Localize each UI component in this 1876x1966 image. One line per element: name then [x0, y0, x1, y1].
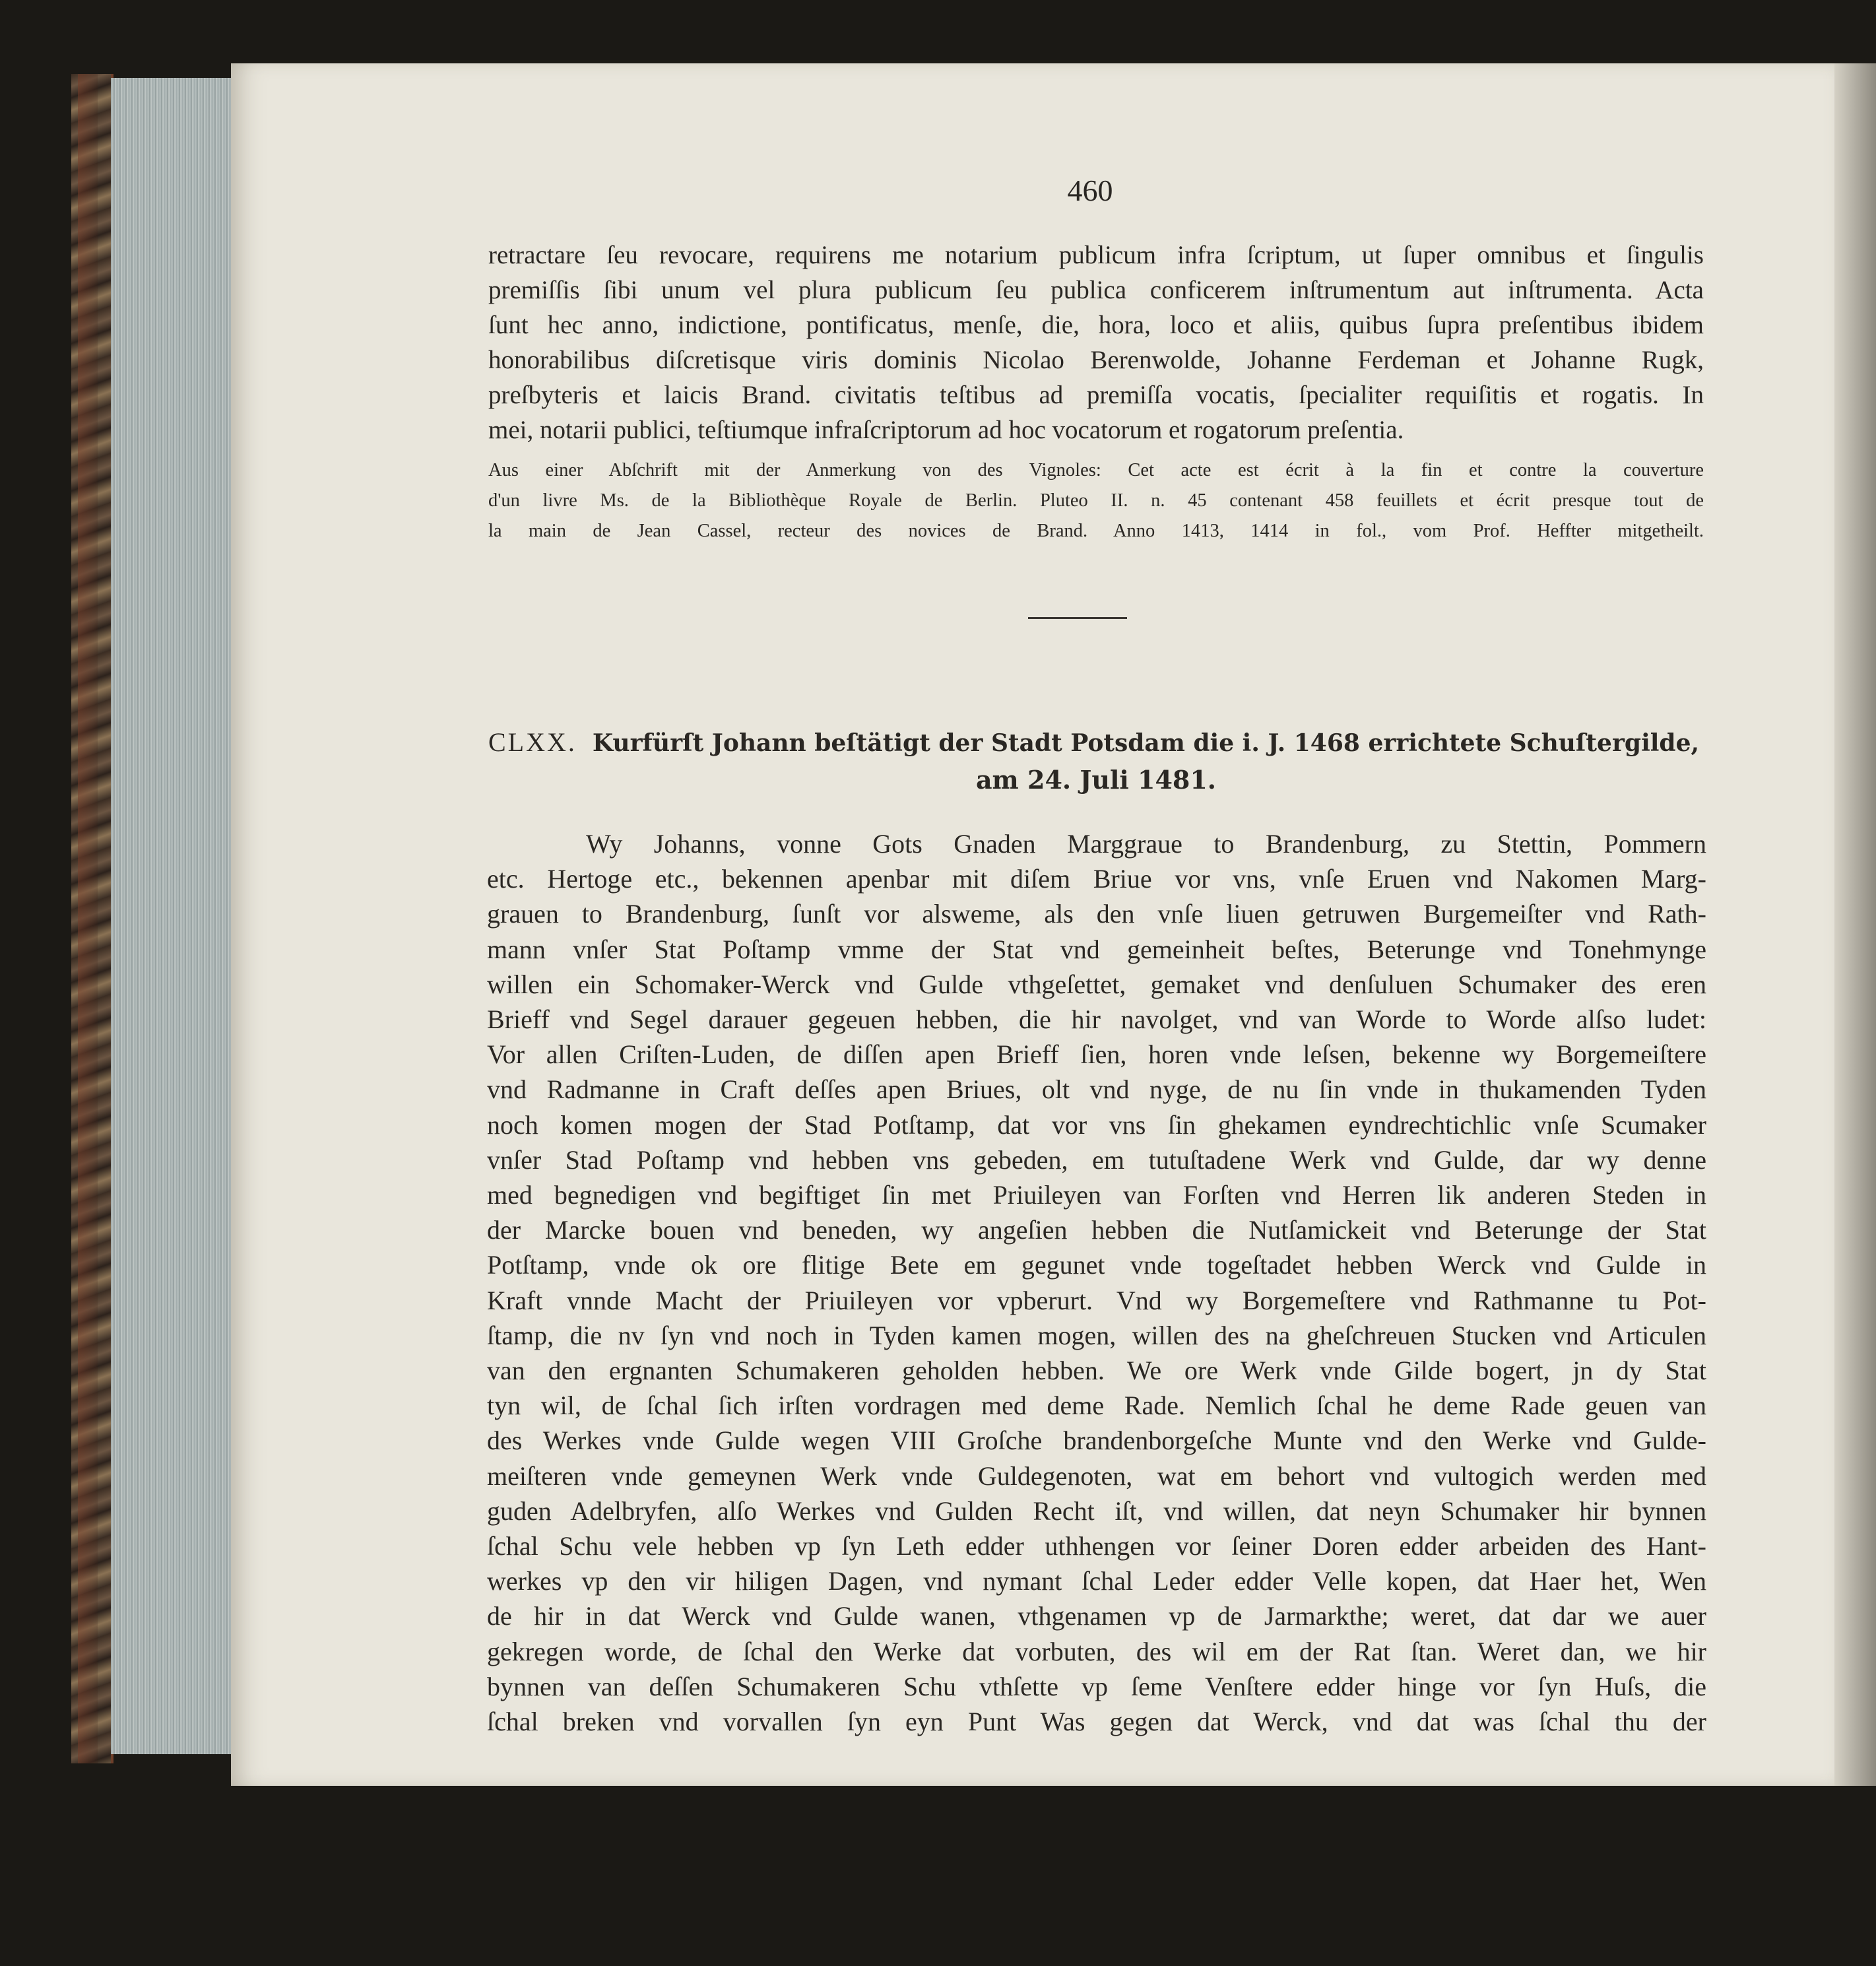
- intro-line: preſbyteris et laicis Brand. civitatis teſtibus ad premiſſa vocatis, ſpecialiter requiſitis et rogatis. In: [488, 381, 1704, 409]
- charter-text: [487, 826, 1706, 1739]
- body-line: noch komen mogen der Stad Potſtamp, dat vor vns ſin ghekamen eyndrechtichlic vnſe Scumaker: [487, 1109, 1706, 1140]
- body-line: Vor allen Criſten-Luden, de diſſen apen Brieff ſien, horen vnde leſsen, bekenne wy Borgemeiſtere: [487, 1039, 1706, 1070]
- body-line: Potſtamp, vnde ok ore flitige Bete em gegunet vnde togeſtadet hebben Werck vnd Gulde in: [487, 1250, 1706, 1280]
- body-line: guden Adelbryfen, alſo Werkes vnd Gulden Recht iſt, vnd willen, dat neyn Schumaker hir bynnen: [487, 1495, 1706, 1526]
- page-gutter-shadow: [1834, 63, 1876, 1786]
- heading-line-1: [488, 724, 1704, 762]
- body-line: vnſer Stad Poſtamp vnd hebben vns gebeden, em tutuſtadene Werk vnd Gulde, dar wy denne: [487, 1144, 1706, 1175]
- document-heading: [488, 724, 1704, 799]
- intro-line: ſunt hec anno, indictione, pontificatus, menſe, die, hora, loco et aliis, quibus ſupra preſentibus ibidem: [488, 311, 1704, 339]
- body-line: willen ein Schomaker-Werck vnd Gulde vthgeſettet, gemaket vnd denſuluen Schumaker des eren: [487, 969, 1706, 999]
- body-line: Brieff vnd Segel darauer gegeuen hebben, die hir navolget, vnd van Worde to Worde alſso ludet:: [487, 1004, 1706, 1035]
- note-line: d'un livre Ms. de la Bibliothèque Royale de Berlin. Pluteo II. n. 45 contenant 458 feuillets et écrit presque tout de: [488, 490, 1704, 511]
- intro-paragraph: [488, 238, 1704, 447]
- body-line: grauen to Brandenburg, ſunſt vor alsweme, als den vnſe liuen getruwen Burgemeiſter vnd Rath-: [487, 899, 1706, 929]
- page-edges: [111, 78, 236, 1754]
- body-line: de hir in dat Werck vnd Gulde wanen, vthgenamen vp de Jarmarkthe; weret, dat dar we auer: [487, 1601, 1706, 1631]
- body-line: Wy Johanns, vonne Gots Gnaden Marggraue to Brandenburg, zu Stettin, Pommern: [586, 829, 1706, 859]
- body-line: des Werkes vnde Gulde wegen VIII Groſche brandenborgeſche Munte vnd den Werke vnd Gulde-: [487, 1425, 1706, 1456]
- note-line: la main de Jean Cassel, recteur des novices de Brand. Anno 1413, 1414 in fol., vom Prof. Heffter mitgetheilt.: [488, 521, 1704, 541]
- body-line: werkes vp den vir hiligen Dagen, vnd nymant ſchal Leder edder Velle kopen, dat Haer het, Wen: [487, 1566, 1706, 1596]
- body-line: bynnen van deſſen Schumakeren Schu vthſette vp ſeme Venſtere edder hinge vor ſyn Huſs, die: [487, 1671, 1706, 1701]
- body-line: der Marcke bouen vnd beneden, wy angeſien hebben die Nutſamickeit vnd Beterunge der Stat: [487, 1215, 1706, 1245]
- intro-line: retractare ſeu revocare, requirens me notarium publicum infra ſcriptum, ut ſuper omnibus et ſingulis: [488, 241, 1704, 269]
- body-line: van den ergnanten Schumakeren geholden hebben. We ore Werk vnde Gilde bogert, jn dy Stat: [487, 1356, 1706, 1386]
- body-line: Kraft vnnde Macht der Priuileyen vor vpberurt. Vnd wy Borgemeſtere vnd Rathmanne tu Pot-: [487, 1285, 1706, 1315]
- heading-line-2: am 24. Juli 1481.: [975, 765, 1217, 795]
- body-line: mann vnſer Stat Poſtamp vmme der Stat vnd gemeinheit beſtes, Beterunge vnd Tonehmynge: [487, 934, 1706, 964]
- intro-line: honorabilibus diſcretisque viris dominis Nicolao Berenwolde, Johanne Ferdeman et Johanne Rugk,: [488, 346, 1704, 374]
- intro-line: premiſſis ſibi unum vel plura publicum ſeu publica conficerem inſtrumentum aut inſtrumenta. Acta: [488, 276, 1704, 304]
- body-line: meiſteren vnde gemeynen Werk vnde Guldegenoten, wat em behort vnd vultogich werden med: [487, 1460, 1706, 1491]
- book-spine: [78, 74, 98, 1763]
- body-line: ſchal Schu vele hebben vp ſyn Leth edder uthhengen vor ſeiner Doren edder arbeiden des Hant-: [487, 1531, 1706, 1561]
- section-divider: [1028, 617, 1127, 619]
- body-line: gekregen worde, de ſchal den Werke dat vorbuten, des wil em der Rat ſtan. Weret dan, we hir: [487, 1636, 1706, 1666]
- body-line: ſchal breken vnd vorvallen ſyn eyn Punt Was gegen dat Werck, vnd dat was ſchal thu der: [487, 1707, 1706, 1737]
- intro-line: mei, notarii publici, teſtiumque infraſcriptorum ad hoc vocatorum et rogatorum preſentia.: [488, 416, 1404, 444]
- body-line: ſtamp, die nv ſyn vnd noch in Tyden kamen mogen, willen des na gheſchreuen Stucken vnd Articulen: [487, 1320, 1706, 1350]
- page-number: 460: [1067, 174, 1113, 207]
- heading-numeral: CLXX.: [488, 727, 577, 757]
- source-note: [488, 455, 1704, 546]
- body-line: med begnedigen vnd begiftiget ſin met Priuileyen van Forſten vnd Herren lik anderen Steden in: [487, 1180, 1706, 1210]
- body-line: etc. Hertoge etc., bekennen apenbar mit diſem Briue vor vns, vnſe Eruen vnd Nakomen Marg-: [487, 864, 1706, 894]
- heading-title: Kurfürſt Johann beſtätigt der Stadt Potsdam die i. J. 1468 errichtete Schuſtergilde,: [592, 729, 1700, 757]
- body-line: vnd Radmanne in Craft deſſes apen Briues, olt vnd nyge, de nu ſin vnde in thukamenden Tyden: [487, 1074, 1706, 1105]
- note-line: Aus einer Abſchrift mit der Anmerkung von des Vignoles: Cet acte est écrit à la fin et contre la couverture: [488, 460, 1704, 480]
- body-line: tyn wil, de ſchal ſich irſten vordragen med deme Rade. Nemlich ſchal he deme Rade geuen van: [487, 1391, 1706, 1421]
